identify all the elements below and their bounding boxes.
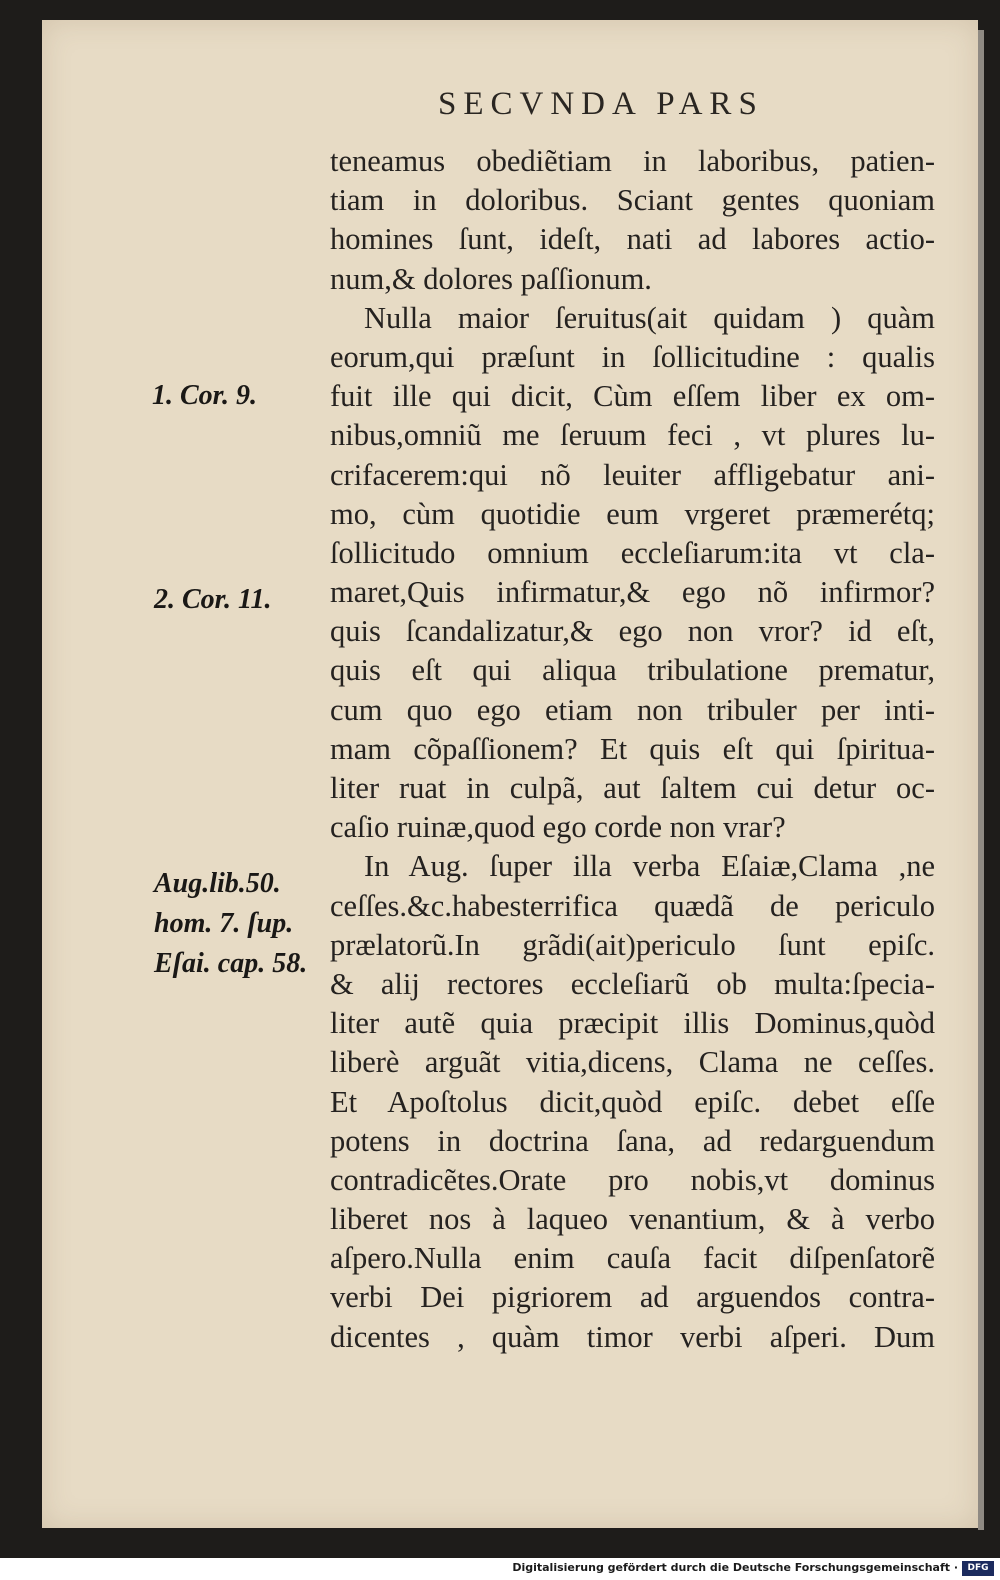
digitization-footer [0,1558,1000,1580]
text-line: aſpero.Nulla enim cauſa facit diſpenſatorẽ [330,1241,935,1276]
footer-credit: Digitalisierung gefördert durch die Deutsche Forschungsgemeinschaft · [512,1561,958,1574]
text-line: ſollicitudo omnium eccleſiarum:ita vt cla- [330,535,935,570]
marginal-note: 2. Cor. 11. [154,584,272,615]
text-line: quis ſcandalizatur,& ego non vror? id eſt, [330,614,935,649]
text-line: caſio ruinæ,quod ego corde non vrar? [330,810,786,845]
text-line: maret,Quis infirmatur,& ego nõ infirmor? [330,575,935,610]
text-line: liberet nos à laqueo venantium, & à verbo [330,1202,935,1237]
text-line: mo, cùm quotidie eum vrgeret præmerétq; [330,496,935,531]
marginal-note: Aug.lib.50. [154,868,281,899]
text-line: teneamus obediẽtiam in laboribus, patien- [330,144,935,178]
text-line: liberè arguãt vitia,dicens, Clama ne ceſſes. [330,1045,935,1080]
text-line: nibus,omniũ me ſeruum feci , vt plures lu- [330,418,935,453]
text-line: contradicẽtes.Orate pro nobis,vt dominus [330,1162,935,1197]
marginal-note: 1. Cor. 9. [152,380,258,411]
text-line: Nulla maior ſeruitus(ait quidam ) quàm [364,300,935,335]
page-edge [978,30,984,1530]
text-line: eorum,qui præſunt in ſollicitudine : qualis [330,339,935,374]
text-line: potens in doctrina ſana, ad redarguendum [330,1123,935,1158]
text-line: dicentes , quàm timor verbi aſperi. Dum [330,1319,935,1354]
text-line: ceſſes.&c.habesterrifica quædã de periculo [330,888,935,923]
text-line: num,& dolores paſſionum. [330,261,652,296]
running-title: SECVNDA PARS [438,86,764,122]
text-line: liter autẽ quia præcipit illis Dominus,quòd [330,1006,935,1041]
marginal-note: Eſai. cap. 58. [154,948,308,979]
text-line: mam cõpaſſionem? Et quis eſt qui ſpiritua- [330,731,935,766]
text-line: homines ſunt, ideſt, nati ad labores actio- [330,222,935,257]
dfg-logo: DFG [962,1561,994,1576]
text-line: quis eſt qui aliqua tribulatione prematur, [330,653,935,688]
text-line: prælatorũ.In grãdi(ait)periculo ſunt epiſc. [330,927,935,962]
text-line: In Aug. ſuper illa verba Eſaiæ,Clama ,ne [364,849,935,884]
marginal-note: hom. 7. ſup. [154,908,294,939]
text-line: & alij rectores eccleſiarũ ob multa:ſpecia- [330,966,935,1001]
text-line: cum quo ego etiam non tribuler per inti- [330,692,935,727]
text-line: verbi Dei pigriorem ad arguendos contra- [330,1280,935,1315]
text-line: tiam in doloribus. Sciant gentes quoniam [330,183,935,218]
text-line: liter ruat in culpã, aut ſaltem cui detur oc- [330,771,935,805]
text-line: fuit ille qui dicit, Cùm eſſem liber ex om- [330,379,935,414]
text-line: crifacerem:qui nõ leuiter affligebatur ani- [330,457,935,492]
text-line: Et Apoſtolus dicit,quòd epiſc. debet eſſe [330,1084,935,1119]
body-text [330,142,935,1357]
